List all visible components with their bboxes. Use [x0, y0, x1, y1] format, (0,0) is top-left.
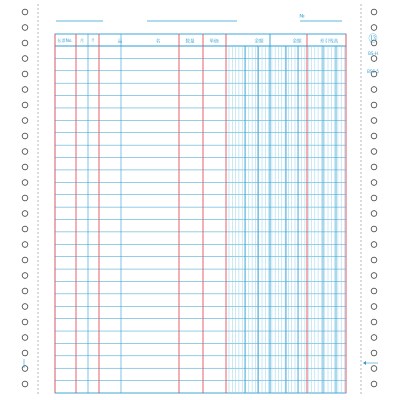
feed-hole: [22, 319, 28, 325]
feed-hole: [371, 350, 377, 356]
col-slip-no: 伝票No.: [57, 38, 73, 43]
feed-hole: [22, 304, 28, 310]
feed-hole: [22, 71, 28, 77]
feed-hole: [371, 242, 377, 248]
col-month: 月: [79, 38, 85, 43]
feed-hole: [371, 335, 377, 341]
feed-hole: [22, 195, 28, 201]
feed-hole: [22, 87, 28, 93]
feed-hole: [371, 381, 377, 387]
col-balance: 差引残高: [319, 39, 339, 45]
feed-hole: [22, 381, 28, 387]
feed-hole: [371, 195, 377, 201]
feed-hole: [371, 56, 377, 62]
feed-hole: [371, 149, 377, 155]
feed-hole: [22, 257, 28, 263]
feed-hole: [371, 273, 377, 279]
feed-hole: [371, 226, 377, 232]
feed-hole: [22, 56, 28, 62]
feed-hole: [22, 102, 28, 108]
ledger-table: [55, 34, 346, 393]
tractor-holes-left: [22, 9, 28, 387]
slip-number-mark: №: [299, 13, 305, 20]
feed-hole: [371, 87, 377, 93]
feed-hole: [371, 366, 377, 372]
tractor-holes-right: [371, 9, 377, 387]
feed-hole: [371, 180, 377, 186]
feed-hole: [22, 149, 28, 155]
feed-hole: [22, 335, 28, 341]
feed-hole: [371, 304, 377, 310]
col-quantity: 数量: [185, 39, 195, 45]
feed-hole: [22, 226, 28, 232]
feed-hole: [22, 242, 28, 248]
feed-hole: [371, 25, 377, 31]
feed-hole: [371, 288, 377, 294]
feed-hole: [22, 25, 28, 31]
feed-hole: [22, 118, 28, 124]
col-item: 品: [117, 39, 123, 45]
feed-hole: [22, 180, 28, 186]
col-amount-2: 金額: [292, 39, 302, 45]
col-unit-price: 単価: [209, 39, 219, 45]
feed-hole: [22, 133, 28, 139]
feed-hole: [371, 319, 377, 325]
col-day: 日: [91, 38, 95, 42]
feed-hole: [371, 118, 377, 124]
feed-hole: [22, 288, 28, 294]
feed-hole: [371, 211, 377, 217]
feed-hole: [22, 366, 28, 372]
column-headers: [57, 37, 338, 45]
feed-hole: [22, 350, 28, 356]
feed-hole: [22, 211, 28, 217]
col-name: 名: [155, 39, 161, 45]
feed-hole: [22, 9, 28, 15]
feed-hole: [371, 9, 377, 15]
feed-hole: [371, 133, 377, 139]
feed-hole: [371, 164, 377, 170]
form-number-badge: ⑬: [368, 34, 378, 45]
form-code-1: BS-H: [368, 51, 378, 56]
feed-hole: [371, 257, 377, 263]
col-amount-1: 金額: [254, 39, 264, 45]
cut-arrow-right-head: [363, 361, 366, 365]
feed-hole: [22, 164, 28, 170]
feed-hole: [22, 40, 28, 46]
feed-hole: [22, 273, 28, 279]
form-code-2: BSC 5: [367, 69, 379, 74]
feed-hole: [371, 102, 377, 108]
